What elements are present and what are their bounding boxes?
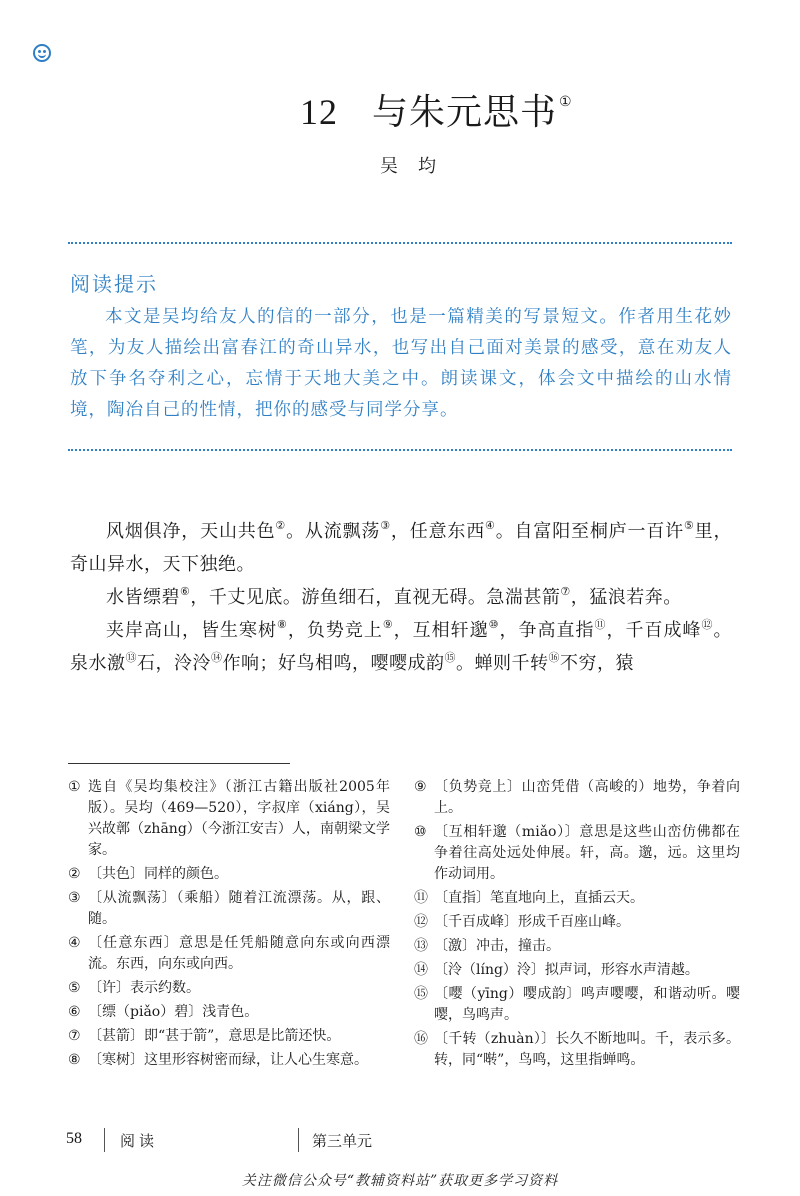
footnote-text: 〔泠（líng）泠〕拟声词，形容水声清越。 (434, 962, 699, 978)
footer-section-label: 阅读 (120, 1132, 159, 1150)
footnote-mark: ⑬ (414, 938, 428, 954)
reading-tips-heading: 阅读提示 (70, 272, 158, 296)
main-paragraph-2 (70, 581, 732, 614)
footnote-text: 〔嘤（yīng）嘤成韵〕鸣声嘤嘤，和谐动听。嘤嘤，鸟鸣声。 (434, 986, 740, 1023)
footnote-mark: ⑯ (414, 1031, 428, 1047)
text-run: ，负势竞上 (287, 620, 383, 641)
footnote-rule (68, 763, 290, 764)
note-ref: ③ (380, 519, 391, 532)
note-ref: ⑯ (548, 651, 560, 664)
footnote-mark: ⑩ (414, 824, 427, 840)
dotted-divider-bottom (68, 449, 732, 451)
footnote-mark: ⑦ (68, 1028, 81, 1044)
footer-separator (104, 1128, 105, 1152)
note-ref: ⑮ (444, 651, 456, 664)
footnote-text: 〔激〕冲击，撞击。 (434, 938, 560, 954)
main-paragraph-3 (70, 614, 732, 680)
footnote-mark: ⑭ (414, 962, 428, 978)
smiley-icon (33, 44, 51, 62)
footnote-mark: ① (68, 779, 81, 795)
page-number: 58 (66, 1130, 82, 1147)
footnote-mark: ⑪ (414, 890, 428, 906)
note-ref: ⑫ (701, 618, 714, 631)
author-name: 吴均 (380, 156, 456, 177)
dotted-divider-top (68, 242, 732, 244)
text-run: ，任意东西 (390, 521, 486, 542)
footnote (68, 978, 390, 999)
footnote-mark: ③ (68, 890, 81, 906)
footnote-mark: ⑫ (414, 914, 428, 930)
footnote-mark: ④ (68, 935, 81, 951)
footer-separator (298, 1128, 299, 1152)
footnote (68, 1026, 390, 1047)
footnote-text: 选自《吴均集校注》（浙江古籍出版社2005年版）。吴均（469—520），字叔庠（xiáng），吴兴故鄣（zhāng）（今浙江安吉）人，南朝梁文学家。 (88, 779, 390, 858)
lesson-number: 12 (300, 92, 338, 132)
footnote (414, 936, 740, 957)
footnote-mark: ⑤ (68, 980, 81, 996)
footnote (68, 933, 390, 975)
footnote-text: 〔直指〕笔直地向上，直插云天。 (434, 890, 644, 906)
footnote (414, 984, 740, 1026)
lesson-title (300, 84, 573, 135)
footnote (414, 912, 740, 933)
footnotes-right (414, 777, 740, 1074)
text-run: 不穷，猿 (560, 653, 634, 674)
note-ref: ⑥ (180, 585, 191, 598)
footnote (414, 1029, 740, 1071)
footnote-mark: ⑮ (414, 986, 428, 1002)
watermark-text: 关注微信公众号“教辅资料站”获取更多学习资料 (241, 1173, 559, 1189)
note-ref: ⑤ (683, 519, 695, 532)
text-run: 。自富阳至桐庐一百许 (495, 521, 684, 542)
note-ref: ⑬ (125, 651, 137, 664)
text-run: 。泉水激 (70, 620, 732, 674)
text-run: 作响；好鸟相鸣，嘤嘤成韵 (222, 653, 445, 674)
footnote (414, 888, 740, 909)
text-run: ，千丈见底。游鱼细石，直视无碍。急湍甚箭 (190, 587, 561, 608)
text-run: 水皆缥碧 (106, 587, 180, 608)
footnote-mark: ② (68, 866, 81, 882)
footnote-mark: ⑥ (68, 1004, 81, 1020)
text-run: 夹岸高山，皆生寒树 (106, 620, 277, 641)
footnote-text: 〔负势竞上〕山峦凭借（高峻的）地势，争着向上。 (434, 779, 740, 816)
main-paragraph-1 (70, 515, 732, 581)
title-note-mark: ① (559, 94, 573, 110)
note-ref: ⑪ (594, 618, 607, 631)
note-ref: ⑩ (488, 618, 500, 631)
text-run: 石，泠泠 (137, 653, 211, 674)
footnote (68, 864, 390, 885)
footnote-text: 〔千转（zhuàn）〕长久不断地叫。千，表示多。转，同“啭”，鸟鸣，这里指蝉鸣。 (434, 1031, 740, 1068)
footnote (414, 822, 740, 885)
footer-unit-label: 第三单元 (312, 1132, 373, 1150)
text-run: 。蝉则千转 (456, 653, 549, 674)
footnote-text: 〔互相轩邈（miǎo）〕意思是这些山峦仿佛都在争着往高处远处伸展。轩，高。邈，远。这里均作动词用。 (434, 824, 740, 882)
lesson-title-text: 与朱元思书 (372, 92, 558, 133)
footnote-text: 〔许〕表示约数。 (88, 980, 200, 996)
footnote-text: 〔甚箭〕即“甚于箭”，意思是比箭还快。 (88, 1028, 341, 1044)
note-ref: ⑨ (382, 618, 394, 631)
note-ref: ⑭ (211, 651, 223, 664)
footnotes-left (68, 777, 390, 1074)
note-ref: ④ (485, 519, 496, 532)
note-ref: ② (275, 519, 287, 532)
note-ref: ⑧ (276, 618, 288, 631)
text-run: 风烟俱净，天山共色 (106, 521, 276, 542)
note-ref: ⑦ (560, 585, 571, 598)
text-run: ，互相轩邈 (393, 620, 489, 641)
footnote (414, 960, 740, 981)
reading-tips-text (70, 302, 732, 426)
text-run: ，千百成峰 (606, 620, 702, 641)
footnote-text: 〔从流飘荡〕（乘船）随着江流漂荡。从，跟、随。 (88, 890, 390, 927)
footnote (68, 777, 390, 861)
text-run: 。从流飘荡 (286, 521, 381, 542)
footnote-text: 〔千百成峰〕形成千百座山峰。 (434, 914, 630, 930)
footnote-mark: ⑧ (68, 1052, 81, 1068)
text-run: 里，奇山异水，天下独绝。 (70, 521, 732, 575)
main-text (70, 515, 732, 680)
footnote-text: 〔共色〕同样的颜色。 (88, 866, 228, 882)
footnote (68, 1050, 390, 1071)
footnote-text: 〔缥（piǎo）碧〕浅青色。 (88, 1004, 259, 1020)
reading-tips-paragraph: 本文是吴均给友人的信的一部分，也是一篇精美的写景短文。作者用生花妙笔，为友人描绘出富春江的奇山异水，也写出自己面对美景的感受，意在劝友人放下争名夺利之心，忘情于天地大美之中。朗读课文，体会文中描绘的山水情境，陶冶自己的性情，把你的感受与同学分享。 (70, 307, 732, 420)
text-run: ，争高直指 (499, 620, 595, 641)
footnote-text: 〔寒树〕这里形容树密而绿，让人心生寒意。 (88, 1052, 368, 1068)
footnote (68, 1002, 390, 1023)
footnote-mark: ⑨ (414, 779, 427, 795)
footnote (68, 888, 390, 930)
footnote-text: 〔任意东西〕意思是任凭船随意向东或向西漂流。东西，向东或向西。 (88, 935, 390, 972)
text-run: ，猛浪若奔。 (570, 587, 682, 608)
footnote (414, 777, 740, 819)
